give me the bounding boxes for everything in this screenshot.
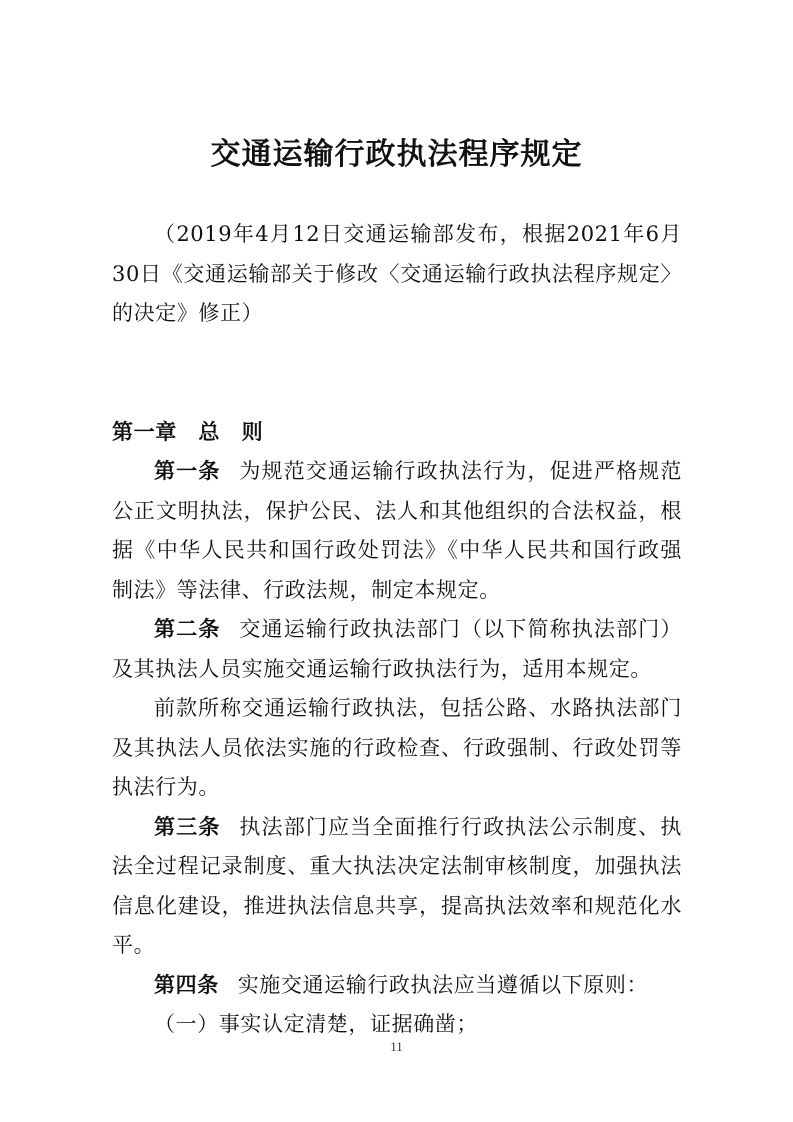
document-title: 交通运输行政执法程序规定 [210,137,583,172]
page-number: 11 [390,1039,403,1054]
chapter-heading: 第一章 总 则 [112,419,264,444]
article-4-item-1: （一）事实认定清楚，证据确凿； [154,1012,478,1036]
document-body [112,215,682,1045]
article-label: 第一条 [154,459,221,483]
article-text: 为规范交通运输行政执法行为，促进严格规范公正文明执法，保护公民、法人和其他组织的合法权益，根据《中华人民共和国行政处罚法》《中华人民共和国行政强制法》等法律、行政法规，制定本规定。 [112,459,682,602]
article-4 [112,966,682,1006]
preface-note: （2019年4月12日交通运输部发布，根据2021年6月30日《交通运输部关于修改〈交通运输行政执法程序规定〉的决定》修正） [112,222,682,325]
article-1 [112,452,682,610]
article-label: 第四条 [154,972,219,997]
article-text: 实施交通运输行政执法应当遵循以下原则： [237,972,649,997]
article-2-paragraph-2: 前款所称交通运输行政执法，包括公路、水路执法部门及其执法人员依法实施的行政检查、行政强制、行政处罚等执法行为。 [112,696,682,799]
article-3 [112,808,682,966]
article-text: 交通运输行政执法部门（以下简称执法部门）及其执法人员实施交通运输行政执法行为，适用本规定。 [112,617,682,681]
article-text: 执法部门应当全面推行行政执法公示制度、执法全过程记录制度、重大执法决定法制审核制度，加强执法信息化建设，推进执法信息共享，提高执法效率和规范化水平。 [112,814,682,957]
article-label: 第二条 [154,617,221,641]
article-2 [112,610,682,689]
article-label: 第三条 [154,814,221,839]
